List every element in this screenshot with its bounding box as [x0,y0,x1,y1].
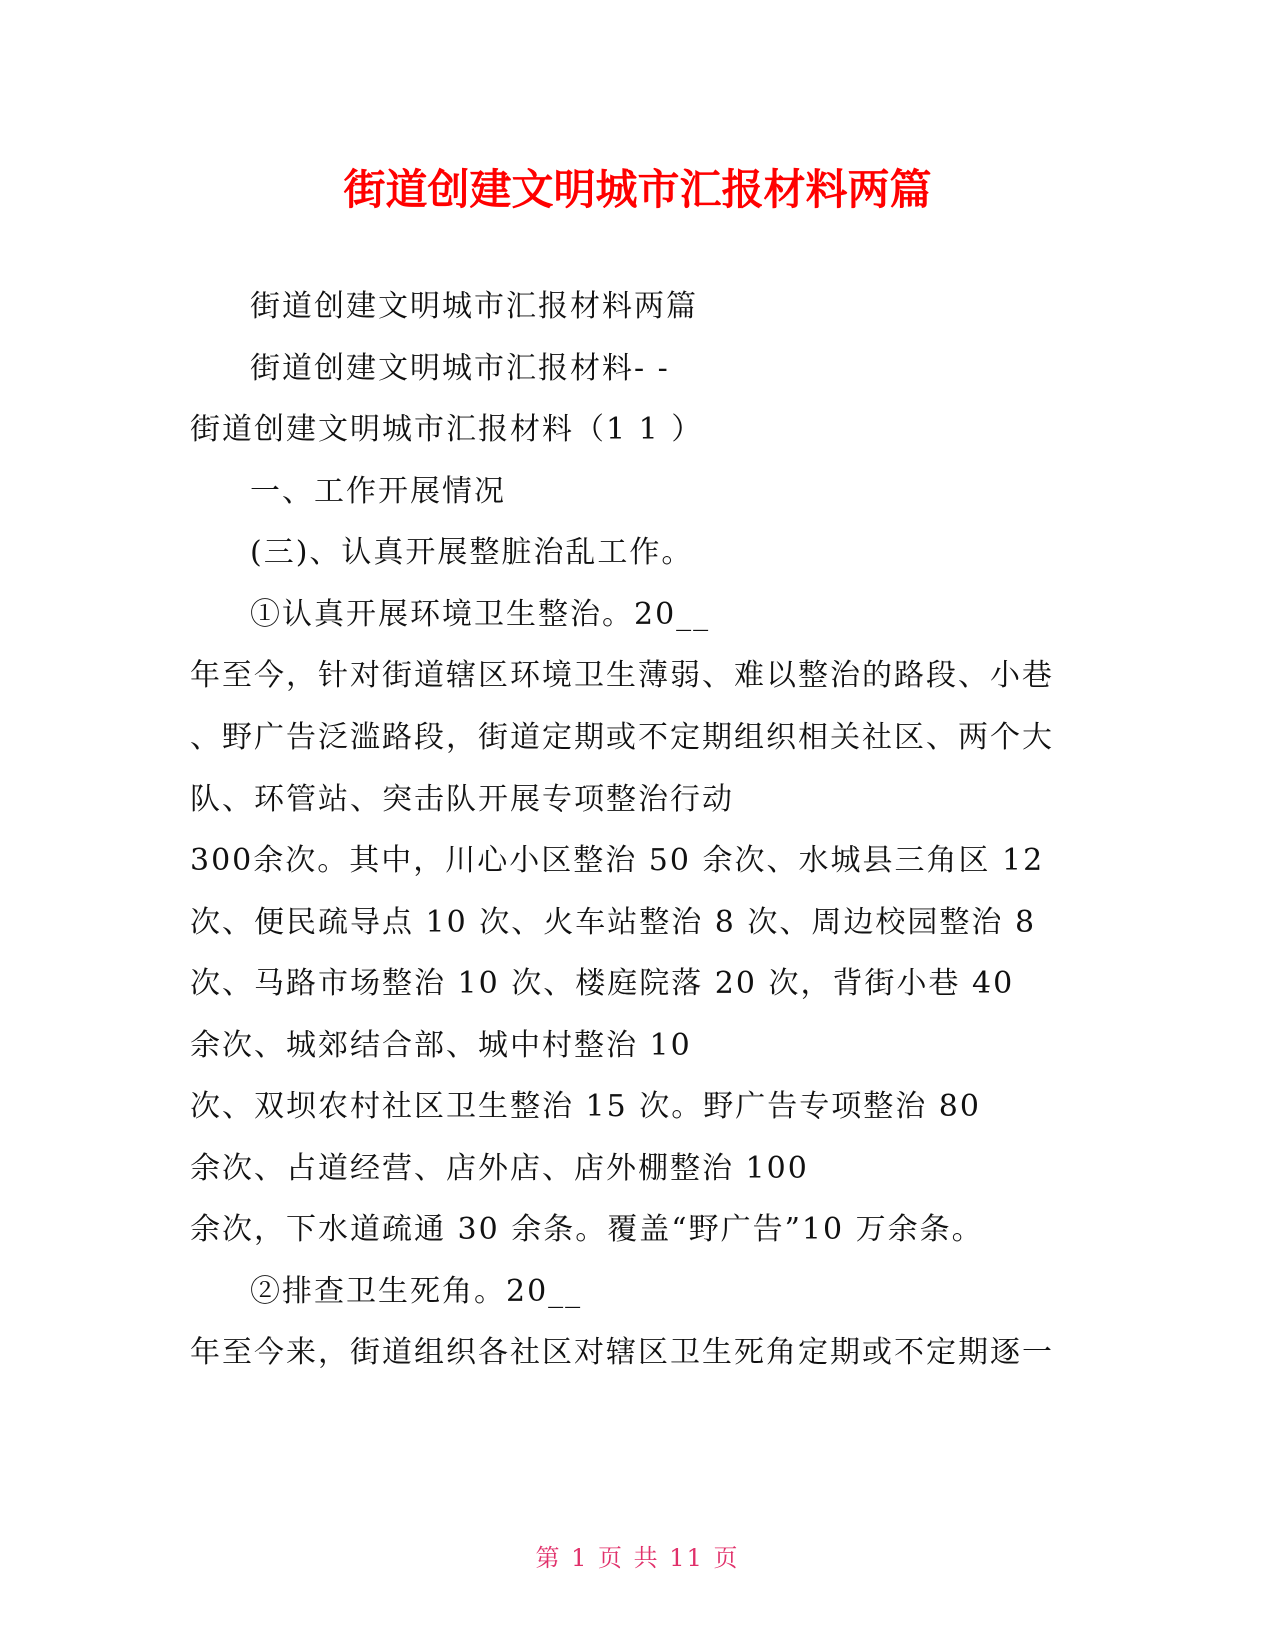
body-line: 年至今，针对街道辖区环境卫生薄弱、难以整治的路段、小巷 [190,658,1054,693]
body-line: 余次、占道经营、店外店、店外棚整治 100 [190,1151,809,1186]
page-number: 第 1 页 共 11 页 [535,1544,740,1572]
body-line: 街道创建文明城市汇报材料两篇 [250,289,698,324]
body-line: 街道创建文明城市汇报材料- - [250,351,670,386]
body-line: 300余次。其中，川心小区整治 50 余次、水城县三角区 12 [190,843,1045,878]
body-line: 一、工作开展情况 [250,474,506,509]
body-line: (三)、认真开展整脏治乱工作。 [250,535,694,570]
body-line: ①认真开展环境卫生整治。20__ [250,597,711,632]
body-line: 余次、城郊结合部、城中村整治 10 [190,1028,692,1063]
body-line: 队、环管站、突击队开展专项整治行动 [190,782,734,817]
body-line: 次、便民疏导点 10 次、火车站整治 8 次、周边校园整治 8 [190,905,1037,940]
body-line: 余次，下水道疏通 30 余条。覆盖“野广告”10 万余条。 [190,1212,984,1247]
body-line: 次、马路市场整治 10 次、楼庭院落 20 次，背街小巷 40 [190,966,1015,1001]
document-title: 街道创建文明城市汇报材料两篇 [343,165,932,214]
body-line: 年至今来，街道组织各社区对辖区卫生死角定期或不定期逐一 [190,1335,1054,1370]
body-line: 次、双坝农村社区卫生整治 15 次。野广告专项整治 80 [190,1089,981,1124]
body-line: 街道创建文明城市汇报材料（1 1 ） [190,412,704,447]
body-line: 、野广告泛滥路段，街道定期或不定期组织相关社区、两个大 [190,720,1054,755]
body-line: ②排查卫生死角。20__ [250,1274,583,1309]
